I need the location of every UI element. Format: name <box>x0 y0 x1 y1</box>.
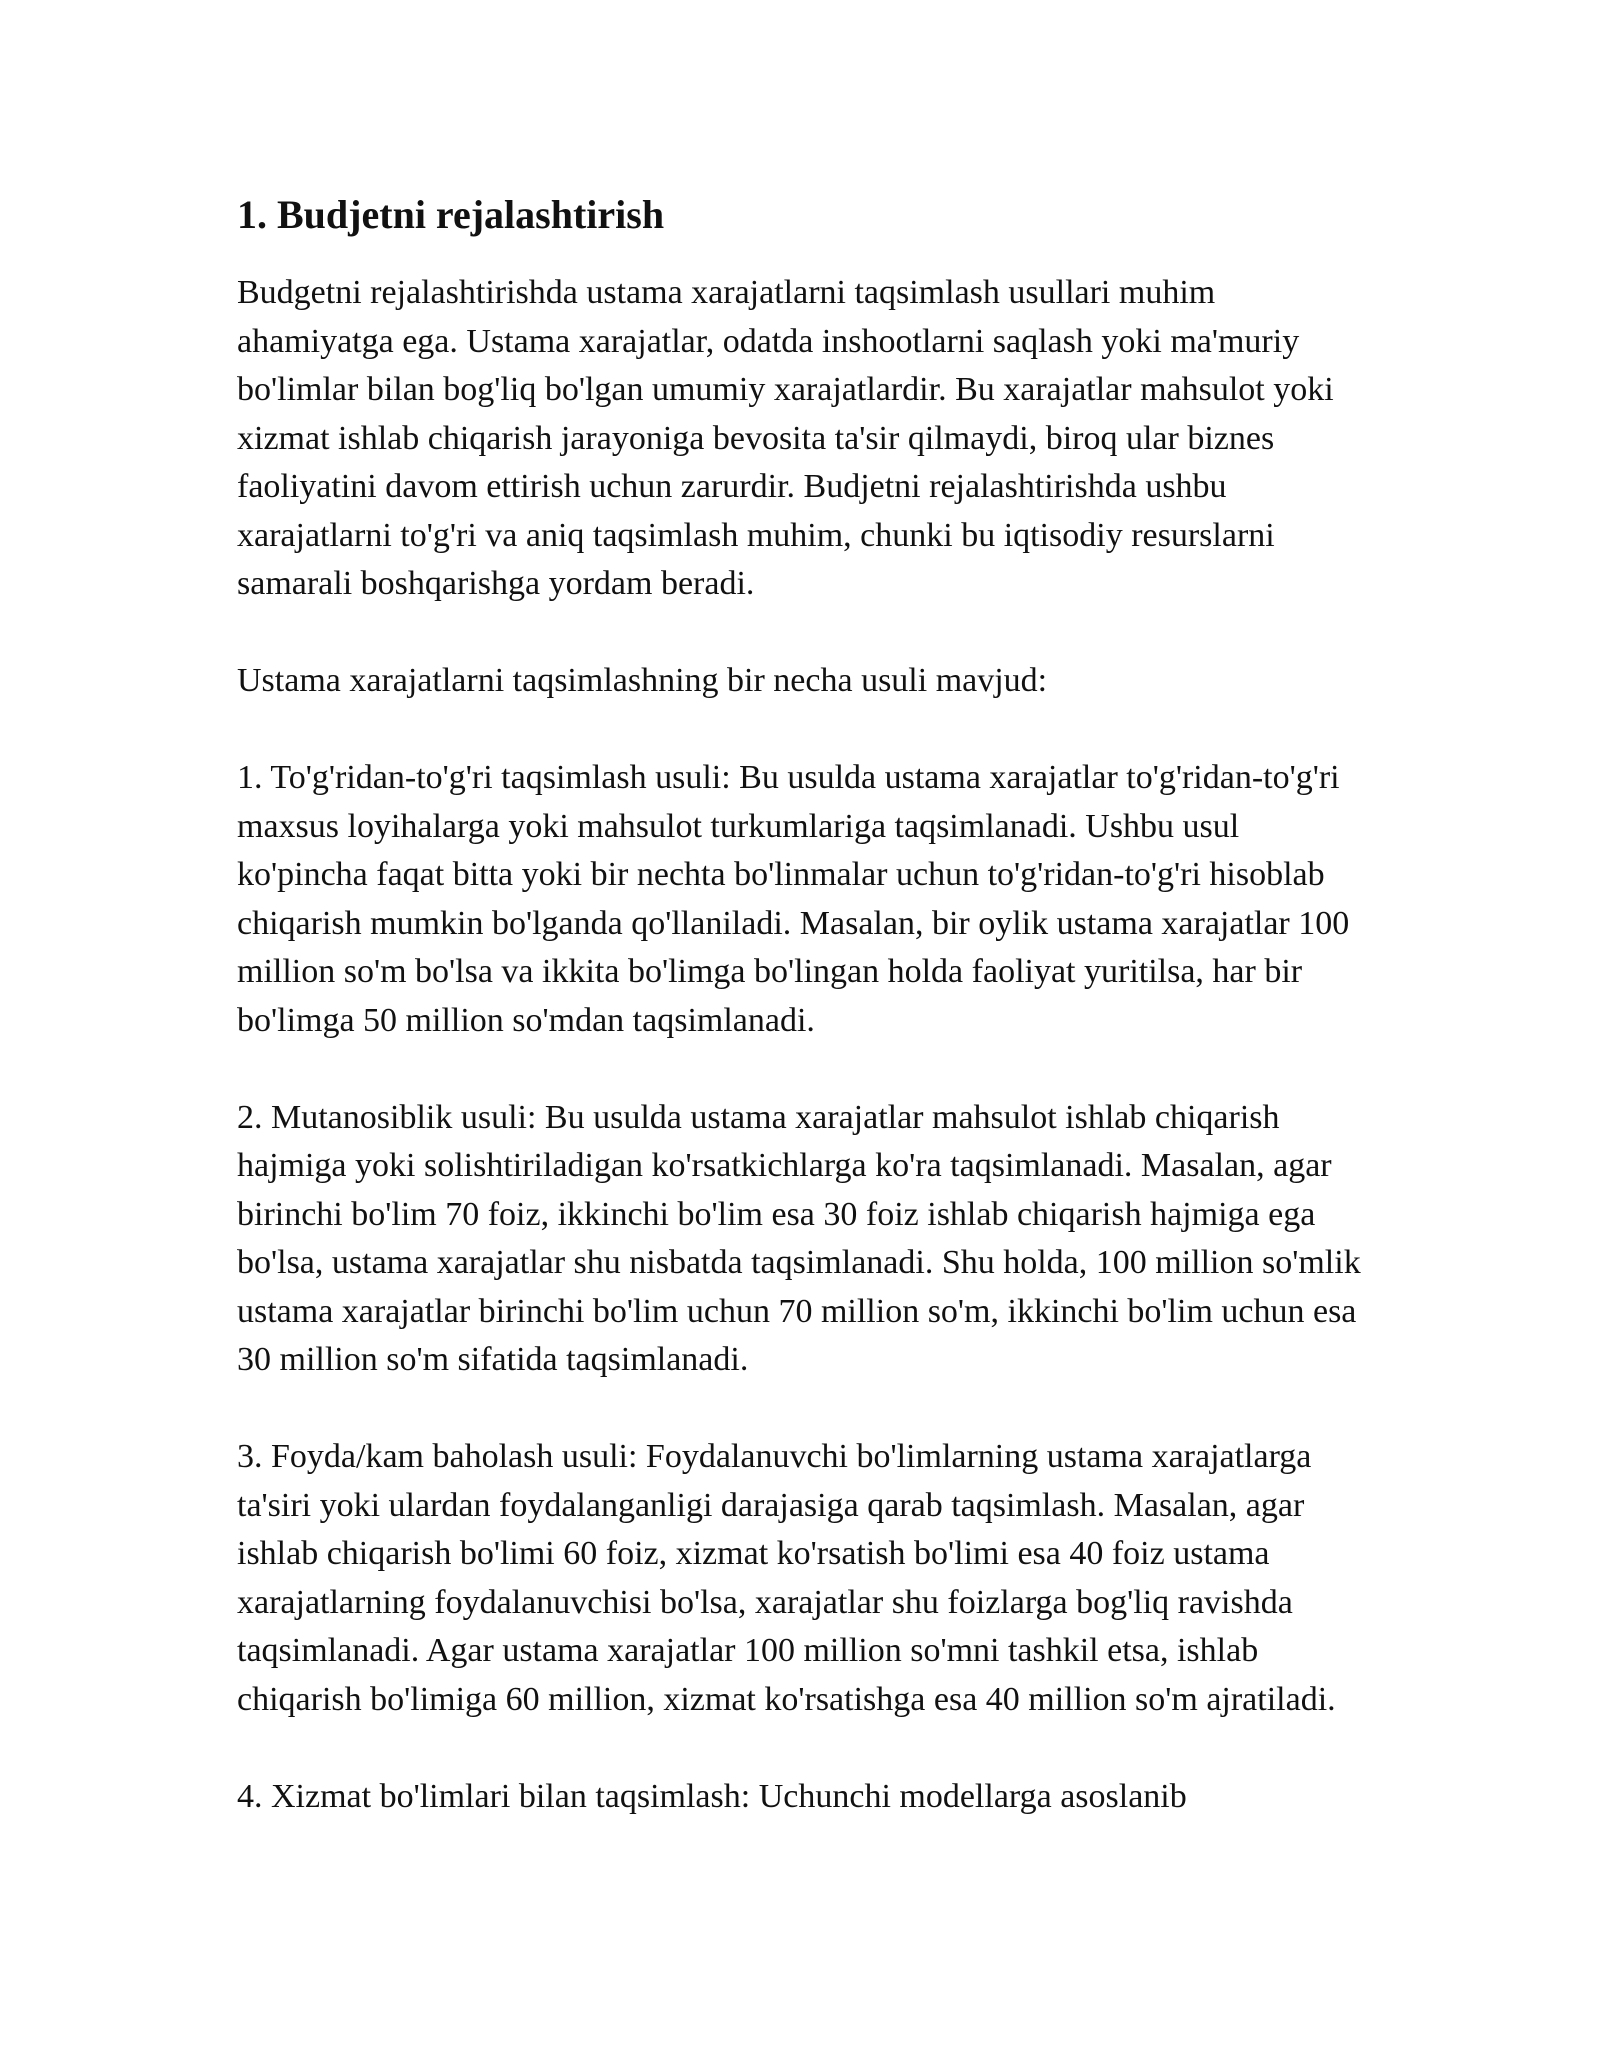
method-service-paragraph: 4. Xizmat bo'limlari bilan taqsimlash: Uchunchi modellarga asoslanib <box>237 1777 1187 1815</box>
section-heading: 1. Budjetni rejalashtirish <box>237 192 665 237</box>
method-proportional-paragraph: 2. Mutanosiblik usuli: Bu usulda ustama xarajatlar mahsulot ishlab chiqarish hajmiga yoki solishtiriladigan ko'rsatkichlarga ko'ra taqsimlanadi. Masalan, agar birinchi bo'lim 70 foiz, ikkinchi bo'lim esa 30 foiz ishlab chiqarish hajmiga ega bo'lsa, ustama xarajatlar shu nisbatda taqsimlanadi. Shu holda, 100 million so'mlik ustama xarajatlar birinchi bo'lim uchun 70 million so'm, ikkinchi bo'lim uchun esa 30 million so'm sifatida taqsimlanadi. <box>237 1098 1361 1378</box>
document-body <box>237 190 1372 1870</box>
intro-paragraph: Budgetni rejalashtirishda ustama xarajatlarni taqsimlash usullari muhim ahamiyatga ega. Ustama xarajatlar, odatda inshootlarni saqlash yoki ma'muriy bo'limlar bilan bog'liq bo'lgan umumiy xarajatlardir. Bu xarajatlar mahsulot yoki xizmat ishlab chiqarish jarayoniga bevosita ta'sir qilmaydi, biroq ular biznes faoliyatini davom ettirish uchun zarurdir. Budjetni rejalashtirishda ushbu xarajatlarni to'g'ri va aniq taqsimlash muhim, chunki bu iqtisodiy resurslarni samarali boshqarishga yordam beradi. <box>237 274 1334 602</box>
method-direct-paragraph: 1. To'g'ridan-to'g'ri taqsimlash usuli: Bu usulda ustama xarajatlar to'g'ridan-to'g'ri maxsus loyihalarga yoki mahsulot turkumlariga taqsimlanadi. Ushbu usul ko'pincha faqat bitta yoki bir nechta bo'linmalar uchun to'g'ridan-to'g'ri hisoblab chiqarish mumkin bo'lganda qo'llaniladi. Masalan, bir oylik ustama xarajatlar 100 million so'm bo'lsa va ikkita bo'limga bo'lingan holda faoliyat yuritilsa, har bir bo'limga 50 million so'mdan taqsimlanadi. <box>237 759 1350 1039</box>
methods-intro-paragraph: Ustama xarajatlarni taqsimlashning bir necha usuli mavjud: <box>237 662 1048 699</box>
method-benefit-paragraph: 3. Foyda/kam baholash usuli: Foydalanuvchi bo'limlarning ustama xarajatlarga ta'siri yoki ulardan foydalanganligi darajasiga qarab taqsimlash. Masalan, agar ishlab chiqarish bo'limi 60 foiz, xizmat ko'rsatish bo'limi esa 40 foiz ustama xarajatlarning foydalanuvchisi bo'lsa, xarajatlar shu foizlarga bog'liq ravishda taqsimlanadi. Agar ustama xarajatlar 100 million so'mni tashkil etsa, ishlab chiqarish bo'limiga 60 million, xizmat ko'rsatishga esa 40 million so'm ajratiladi. <box>237 1438 1336 1718</box>
